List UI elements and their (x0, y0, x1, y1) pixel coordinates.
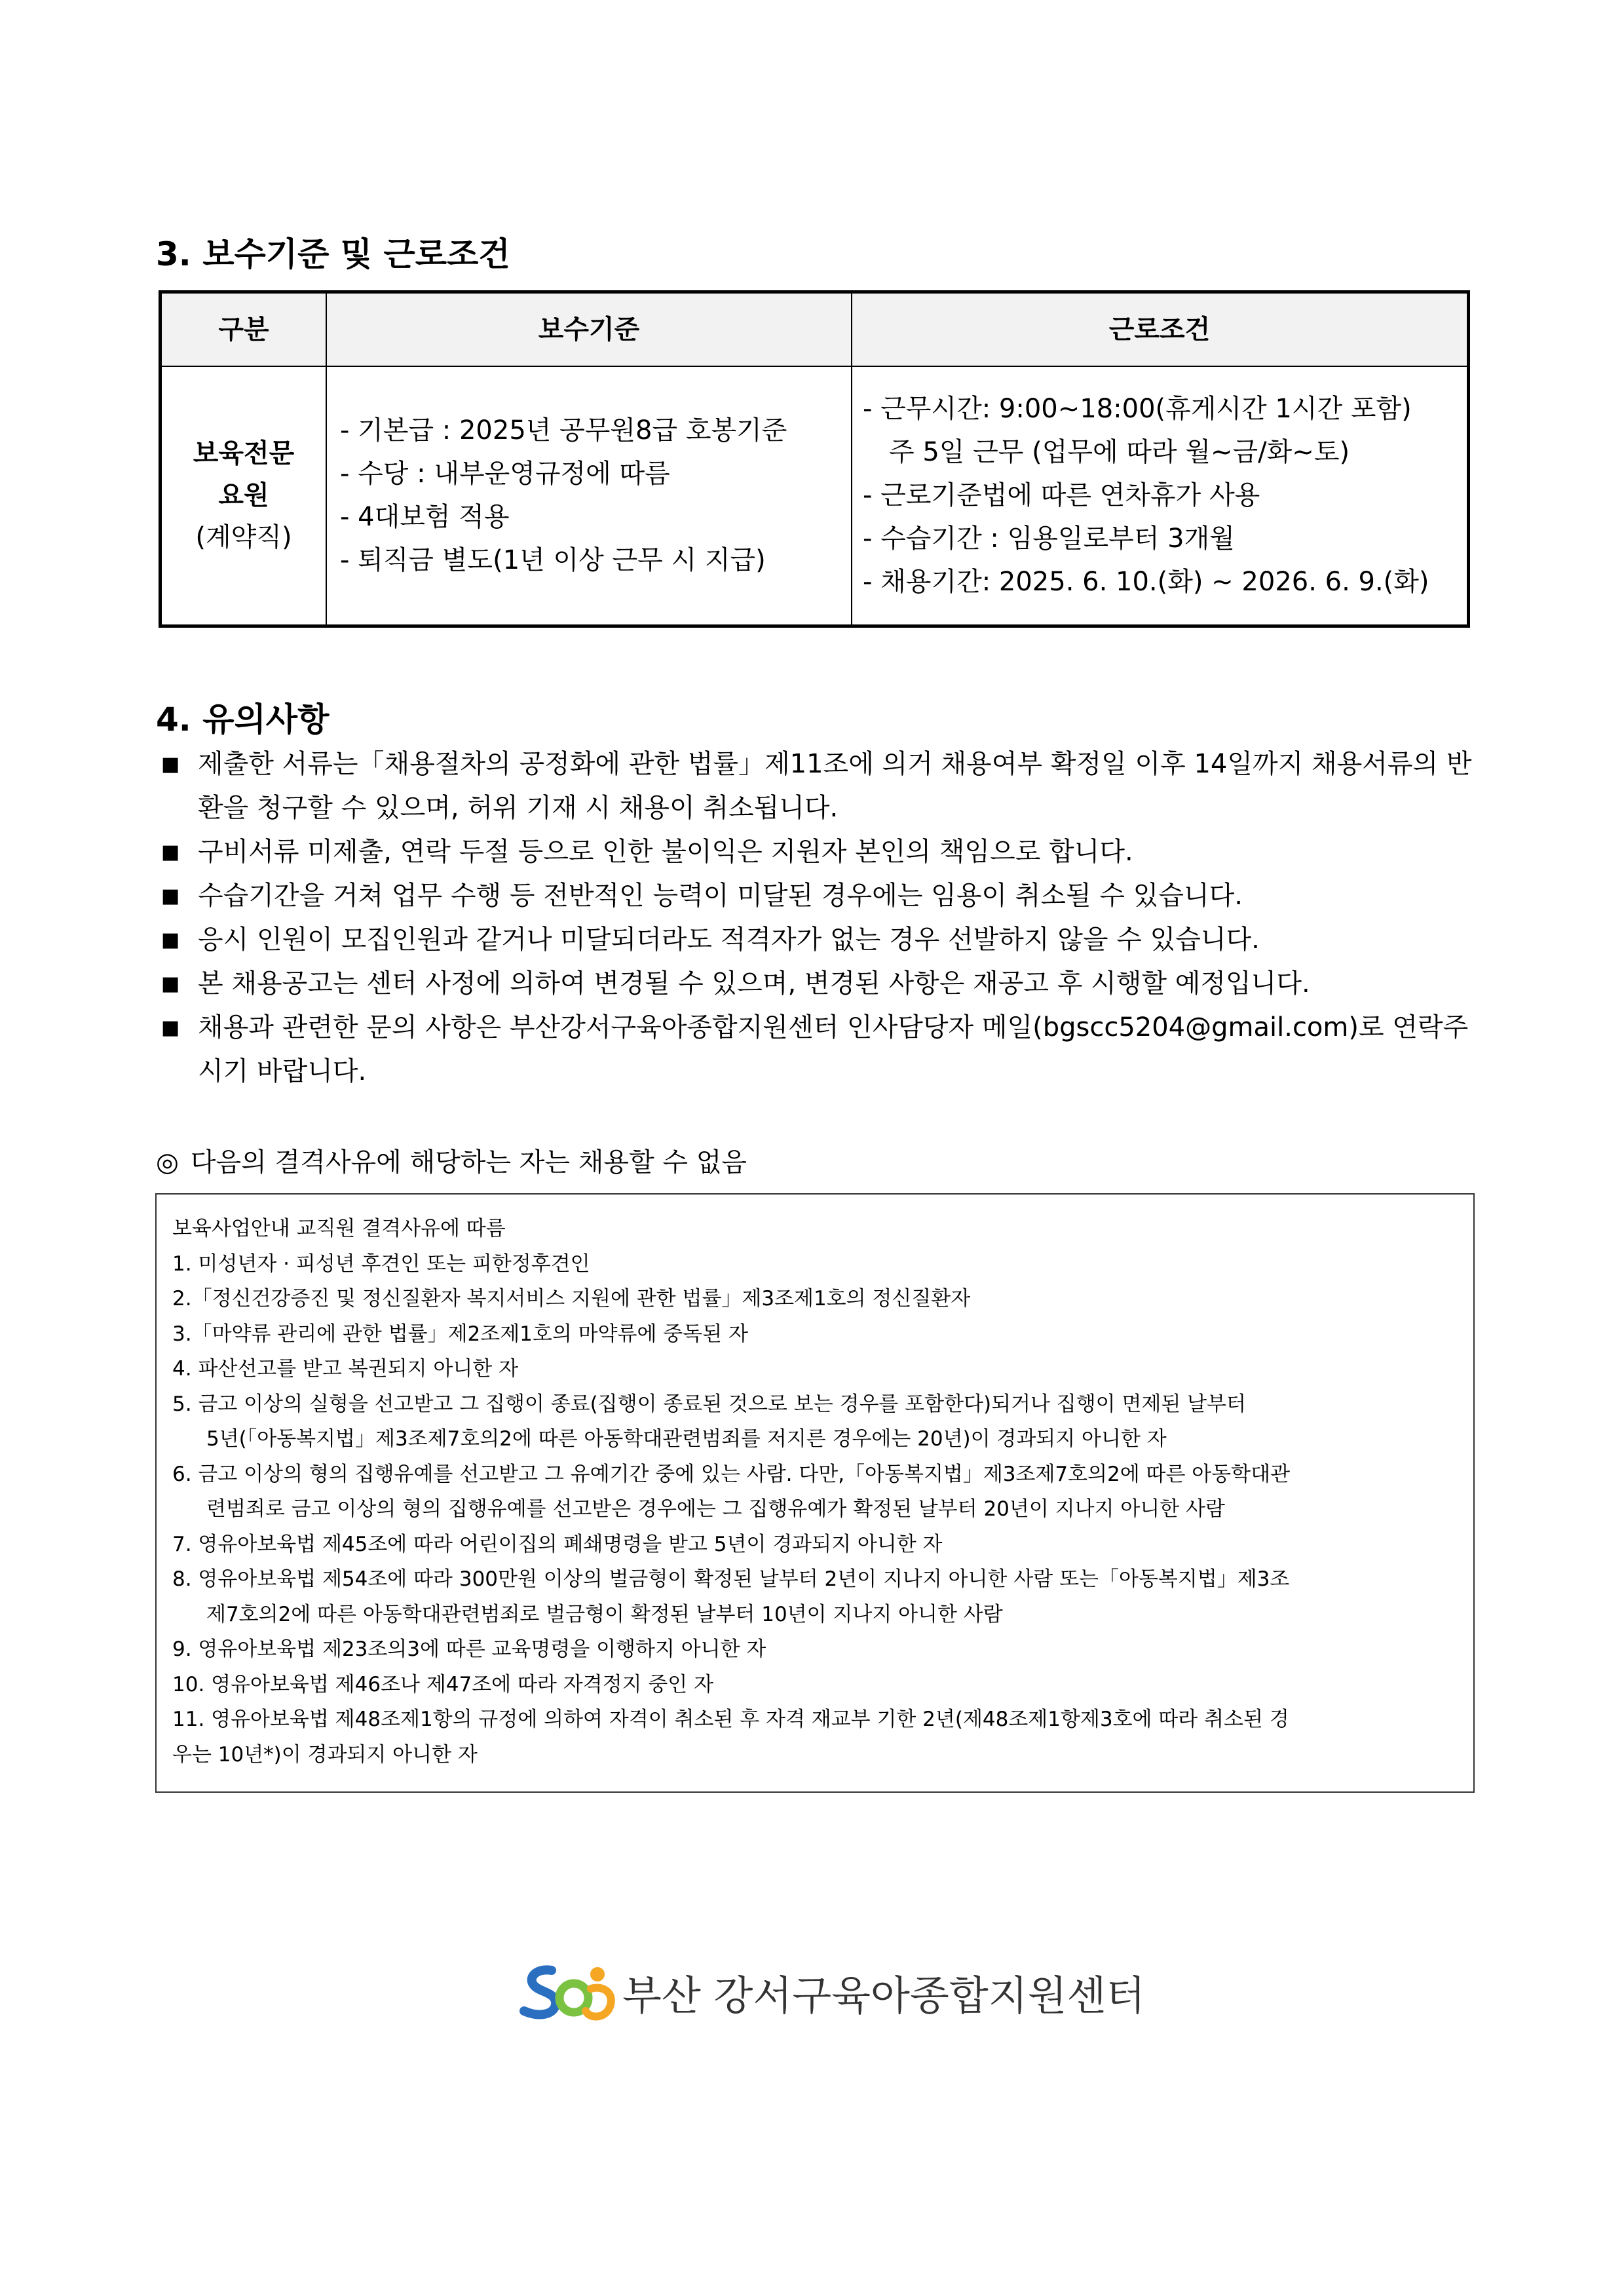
notice-text: 채용과 관련한 문의 사항은 부산강서구육아종합지원센터 인사담당자 메일(bgscc5204@gmail.com)로 연락주시기 바랍니다. (198, 1012, 1469, 1086)
dq-item: 4. 파산선고를 받고 복권되지 아니한 자 (172, 1357, 519, 1381)
table-divider (851, 294, 852, 624)
pay-conditions-table (159, 290, 1470, 628)
table-divider (326, 294, 327, 624)
dq-item-continued: 우는 10년*)이 경과되지 아니한 자 (172, 1742, 478, 1767)
dq-item-continued: 5년(「아동복지법」제3조제7호의2에 따른 아동학대관련범죄를 저지른 경우에는 20년)이 경과되지 아니한 자 (206, 1427, 1167, 1451)
pay-item: - 기본급 : 2025년 공무원8급 호봉기준 (340, 415, 787, 446)
dq-item: 7. 영유아보육법 제45조에 따라 어린이집의 폐쇄명령을 받고 5년이 경과되지 아니한 자 (172, 1532, 943, 1556)
dq-item: 5. 금고 이상의 실형을 선고받고 그 집행이 종료(집행이 종료된 것으로 보는 경우를 포함한다)되거나 집행이 면제된 날부터 (172, 1392, 1246, 1416)
center-logo (518, 1956, 1145, 2028)
bullet-square-icon: ■ (161, 841, 180, 864)
category-cell (162, 366, 326, 624)
dq-item: 9. 영유아보육법 제23조의3에 따른 교육명령을 이행하지 아니한 자 (172, 1637, 766, 1661)
pay-item: - 수당 : 내부운영규정에 따름 (340, 458, 670, 489)
notice-text: 본 채용공고는 센터 사정에 의하여 변경될 수 있으며, 변경된 사항은 재공고 후 시행할 예정입니다. (198, 968, 1310, 999)
disqualification-title: 다음의 결격사유에 해당하는 자는 채용할 수 없음 (190, 1147, 747, 1177)
dq-item-continued: 련범죄로 금고 이상의 형의 집행유예를 선고받은 경우에는 그 집행유예가 확정된 날부터 20년이 지나지 아니한 사람 (206, 1497, 1225, 1521)
dq-item-continued: 제7호의2에 따른 아동학대관련범죄로 벌금형이 확정된 날부터 10년이 지나지 아니한 사람 (206, 1602, 1003, 1626)
pay-standard-cell (340, 366, 844, 624)
pay-item: - 퇴직금 별도(1년 이상 근무 시 지급) (340, 545, 766, 575)
category-line: 요원 (218, 480, 269, 510)
category-line: 보육전문 (193, 438, 295, 469)
bullet-square-icon: ■ (161, 885, 180, 908)
bullet-square-icon: ■ (161, 972, 180, 995)
notice-text: 수습기간을 거쳐 업무 수행 등 전반적인 능력이 미달된 경우에는 임용이 취소될 수 있습니다. (198, 881, 1243, 911)
notice-item (157, 918, 1487, 962)
notice-item (157, 742, 1487, 830)
notice-list (157, 742, 1487, 1094)
notice-item (157, 830, 1487, 874)
notice-item (157, 1006, 1487, 1094)
work-item: - 근로기준법에 따른 연차휴가 사용 (863, 480, 1260, 510)
notice-item (157, 874, 1487, 918)
dq-item: 3.「마약류 관리에 관한 법률」제2조제1호의 마약류에 중독된 자 (172, 1322, 748, 1346)
header-pay-standard: 보수기준 (538, 315, 640, 345)
work-item: - 채용기간: 2025. 6. 10.(화) ~ 2026. 6. 9.(화) (863, 566, 1429, 597)
disqualification-heading (156, 1144, 747, 1181)
dq-item: 10. 영유아보육법 제46조나 제47조에 따라 자격정지 중인 자 (172, 1672, 714, 1696)
work-conditions-cell (863, 366, 1465, 624)
notice-text: 응시 인원이 모집인원과 같거나 미달되더라도 적격자가 없는 경우 선발하지 않을 수 있습니다. (198, 925, 1260, 955)
section-3-title: 3. 보수기준 및 근로조건 (156, 235, 510, 273)
work-item: - 근무시간: 9:00~18:00(휴게시간 1시간 포함) (863, 393, 1412, 424)
disqualification-box (155, 1193, 1475, 1793)
header-work-conditions: 근로조건 (1108, 315, 1211, 345)
notice-text: 구비서류 미제출, 연락 두절 등으로 인한 불이익은 지원자 본인의 책임으로 합니다. (198, 837, 1133, 867)
notice-item (157, 962, 1487, 1006)
bullet-square-icon: ■ (161, 1016, 180, 1039)
dq-item: 8. 영유아보육법 제54조에 따라 300만원 이상의 벌금형이 확정된 날부터 2년이 지나지 아니한 사람 또는「아동복지법」제3조 (172, 1567, 1290, 1591)
double-circle-icon: ◎ (156, 1147, 179, 1177)
header-category: 구분 (218, 315, 269, 345)
organization-name: 부산 강서구육아종합지원센터 (622, 1971, 1146, 2019)
notice-text: 제출한 서류는「채용절차의 공정화에 관한 법률」제11조에 의거 채용여부 확정일 이후 14일까지 채용서류의 반환을 청구할 수 있으며, 허위 기재 시 채용이 취소됩니다. (198, 749, 1472, 823)
work-item: - 수습기간 : 임용일로부터 3개월 (863, 523, 1235, 554)
bullet-square-icon: ■ (161, 928, 180, 951)
pay-item: - 4대보험 적용 (340, 501, 510, 532)
work-item: 주 5일 근무 (업무에 따라 월~금/화~토) (889, 436, 1350, 467)
category-line: (계약직) (195, 522, 292, 552)
disqualification-intro: 보육사업안내 교직원 결격사유에 따름 (172, 1217, 506, 1240)
dq-item: 1. 미성년자 · 피성년 후견인 또는 피한정후견인 (172, 1252, 590, 1276)
dq-item: 6. 금고 이상의 형의 집행유예를 선고받고 그 유예기간 중에 있는 사람. 다만,「아동복지법」제3조제7호의2에 따른 아동학대관 (172, 1462, 1291, 1486)
dq-item: 2.「정신건강증진 및 정신질환자 복지서비스 지원에 관한 법률」제3조제1호의 정신질환자 (172, 1287, 971, 1311)
section-4-title: 4. 유의사항 (156, 700, 330, 738)
center-logo-icon (518, 1956, 622, 2028)
dq-item: 11. 영유아보육법 제48조제1항의 규정에 의하여 자격이 취소된 후 자격 재교부 기한 2년(제48조제1항제3호에 따라 취소된 경 (172, 1708, 1289, 1731)
bullet-square-icon: ■ (161, 753, 180, 776)
